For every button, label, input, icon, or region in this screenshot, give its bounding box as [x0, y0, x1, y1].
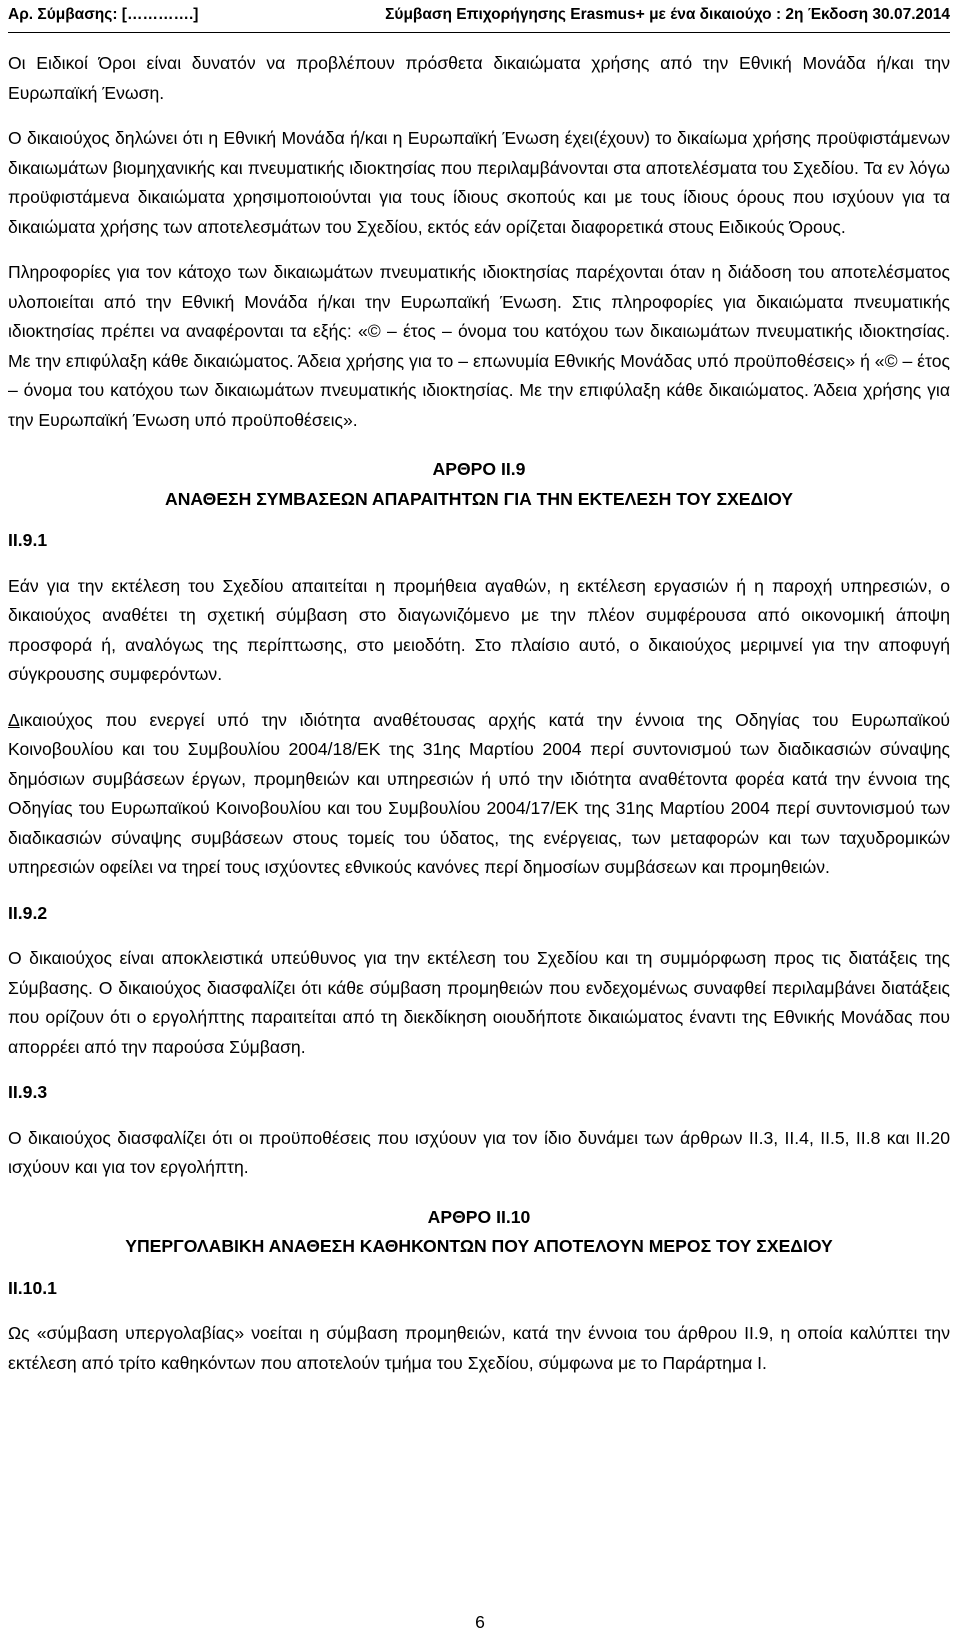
article-9-title: ΑΡΘΡΟ II.9 [432, 459, 526, 479]
article-10-subtitle: ΥΠΕΡΓΟΛΑΒΙΚΗ ΑΝΑΘΕΣΗ ΚΑΘΗΚΟΝΤΩΝ ΠΟΥ ΑΠΟΤΕΛΟΥΝ ΜΕΡΟΣ ΤΟΥ ΣΧΕΔΙΟΥ [125, 1236, 833, 1256]
paragraph-procurement-award: Εάν για την εκτέλεση του Σχεδίου απαιτείται η προμήθεια αγαθών, η εκτέλεση εργασιών ή η παροχή υπηρεσιών, ο δικαιούχος αναθέτει τη σχετική σύμβαση στο διαγωνιζόμενο με την πλέον συμφέρουσα από οικονομική άποψη προσφορά ή, αναλόγως της περίπτωσης, στο μειοδότη. Στο πλαίσιο αυτό, ο δικαιούχος μεριμνεί για την αποφυγή σύγκρουσης συμφερόντων. [8, 575, 950, 684]
contract-number-label: Αρ. Σύμβασης: [………….] [8, 6, 199, 23]
page-number: 6 [475, 1612, 485, 1632]
section-number: II.9.2 [8, 902, 48, 923]
section-number: II.9.1 [8, 530, 48, 550]
paragraph-special-terms: Οι Ειδικοί Όροι είναι δυνατόν να προβλέπουν πρόσθετα δικαιώματα χρήσης από την Εθνική Μονάδα ή/και την Ευρωπαϊκή Ένωση. [8, 53, 950, 103]
paragraph-text: ικαιούχος που ενεργεί υπό την ιδιότητα αναθέτουσας αρχής κατά την έννοια της Οδηγίας του Ευρωπαϊκού Κοινοβουλίου και του Συμβουλίου 2004/18/ΕΚ της 31ης Μαρτίου 2004 περί συντονισμού των διαδικασιών σύναψης δημόσιων συμβάσεων έργων, προμηθειών και υπηρεσιών ή υπό την ιδιότητα αναθέτοντα φορέα κατά την έννοια της Οδηγίας του Ευρωπαϊκού Κοινοβουλίου και του Συμβουλίου 2004/17/ΕΚ της 31ης Μαρτίου 2004 περί συντονισμού των διαδικασιών σύναψης συμβάσεων στους τομείς του ύδατος, της ενέργειας, των μεταφορών και των ταχυδρομικών υπηρεσιών οφείλει να τηρεί τους ισχύοντες εθνικούς κανόνες περί δημοσίων συμβάσεων και προμηθειών. [8, 709, 950, 877]
paragraph-preexisting-rights: Ο δικαιούχος δηλώνει ότι η Εθνική Μονάδα ή/και η Ευρωπαϊκή Ένωση έχει(έχουν) το δικαίωμα χρήσης προϋφιστάμενων δικαιωμάτων βιομηχανικής και πνευματικής ιδιοκτησίας που περιλαμβάνονται στα αποτελέσματα του Σχεδίου. Τα εν λόγω προϋφιστάμενα δικαιώματα χρησιμοποιούνται για τους ίδιους σκοπούς και με τους ίδιους όρους που ισχύουν για τα δικαιώματα χρήσης των αποτελεσμάτων του Σχεδίου, εκτός εάν ορίζεται διαφορετικά στους Ειδικούς Όρους. [8, 128, 950, 237]
paragraph-contracting-authority [8, 706, 950, 883]
paragraph-beneficiary-responsibility: Ο δικαιούχος είναι αποκλειστικά υπεύθυνος για την εκτέλεση του Σχεδίου και τη συμμόρφωση προς τις διατάξεις της Σύμβασης. Ο δικαιούχος διασφαλίζει ότι κάθε σύμβαση προμηθειών που ενδεχομένως συναφθεί περιλαμβάνει διατάξεις που ορίζουν ότι ο εργολήπτης παραιτείται από τη διεκδίκηση οιουδήποτε δικαιώματος έναντι της Εθνικής Μονάδας που απορρέει από την παρούσα Σύμβαση. [8, 948, 950, 1057]
article-10-title: ΑΡΘΡΟ II.10 [427, 1206, 531, 1227]
article-9-subtitle: ΑΝΑΘΕΣΗ ΣΥΜΒΑΣΕΩΝ ΑΠΑΡΑΙΤΗΤΩΝ ΓΙΑ ΤΗΝ ΕΚΤΕΛΕΣΗ ΤΟΥ ΣΧΕΔΙΟΥ [164, 488, 794, 509]
section-number: II.10.1 [8, 1277, 57, 1298]
contract-title-label: Σύμβαση Επιχορήγησης Erasmus+ με ένα δικαιούχο : 2η Έκδοση 30.07.2014 [385, 6, 950, 23]
underlined-initial: Δ [8, 709, 20, 730]
page-header [8, 0, 950, 33]
paragraph-ip-information: Πληροφορίες για τον κάτοχο των δικαιωμάτων πνευματικής ιδιοκτησίας παρέχονται όταν η διάδοση του αποτελέσματος υλοποιείται από την Εθνική Μονάδα ή/και την Ευρωπαϊκή Ένωση. Στις πληροφορίες για δικαιώματα πνευματικής ιδιοκτησίας πρέπει να αναφέρονται τα εξής: «© – έτος – όνομα του κατόχου των δικαιωμάτων πνευματικής ιδιοκτησίας. Με την επιφύλαξη κάθε δικαιώματος. Άδεια χρήσης για το – επωνυμία Εθνικής Μονάδας υπό προϋποθέσεις» ή «© – έτος – όνομα του κατόχου των δικαιωμάτων πνευματικής ιδιοκτησίας. Με την επιφύλαξη κάθε δικαιώματος. Άδεια χρήσης για την Ευρωπαϊκή Ένωση υπό προϋποθέσεις». [8, 262, 950, 430]
paragraph-contractor-conditions: Ο δικαιούχος διασφαλίζει ότι οι προϋποθέσεις που ισχύουν για τον ίδιο δυνάμει των άρθρων II.3, II.4, II.5, II.8 και II.20 ισχύουν και για τον εργολήπτη. [8, 1127, 950, 1177]
section-number: II.9.3 [8, 1082, 48, 1102]
paragraph-subcontract-definition: Ως «σύμβαση υπεργολαβίας» νοείται η σύμβαση προμηθειών, κατά την έννοια του άρθρου II.9, η οποία καλύπτει την εκτέλεση από τρίτο καθηκόντων που αποτελούν τμήμα του Σχεδίου, σύμφωνα με το Παράρτημα I. [8, 1323, 950, 1373]
